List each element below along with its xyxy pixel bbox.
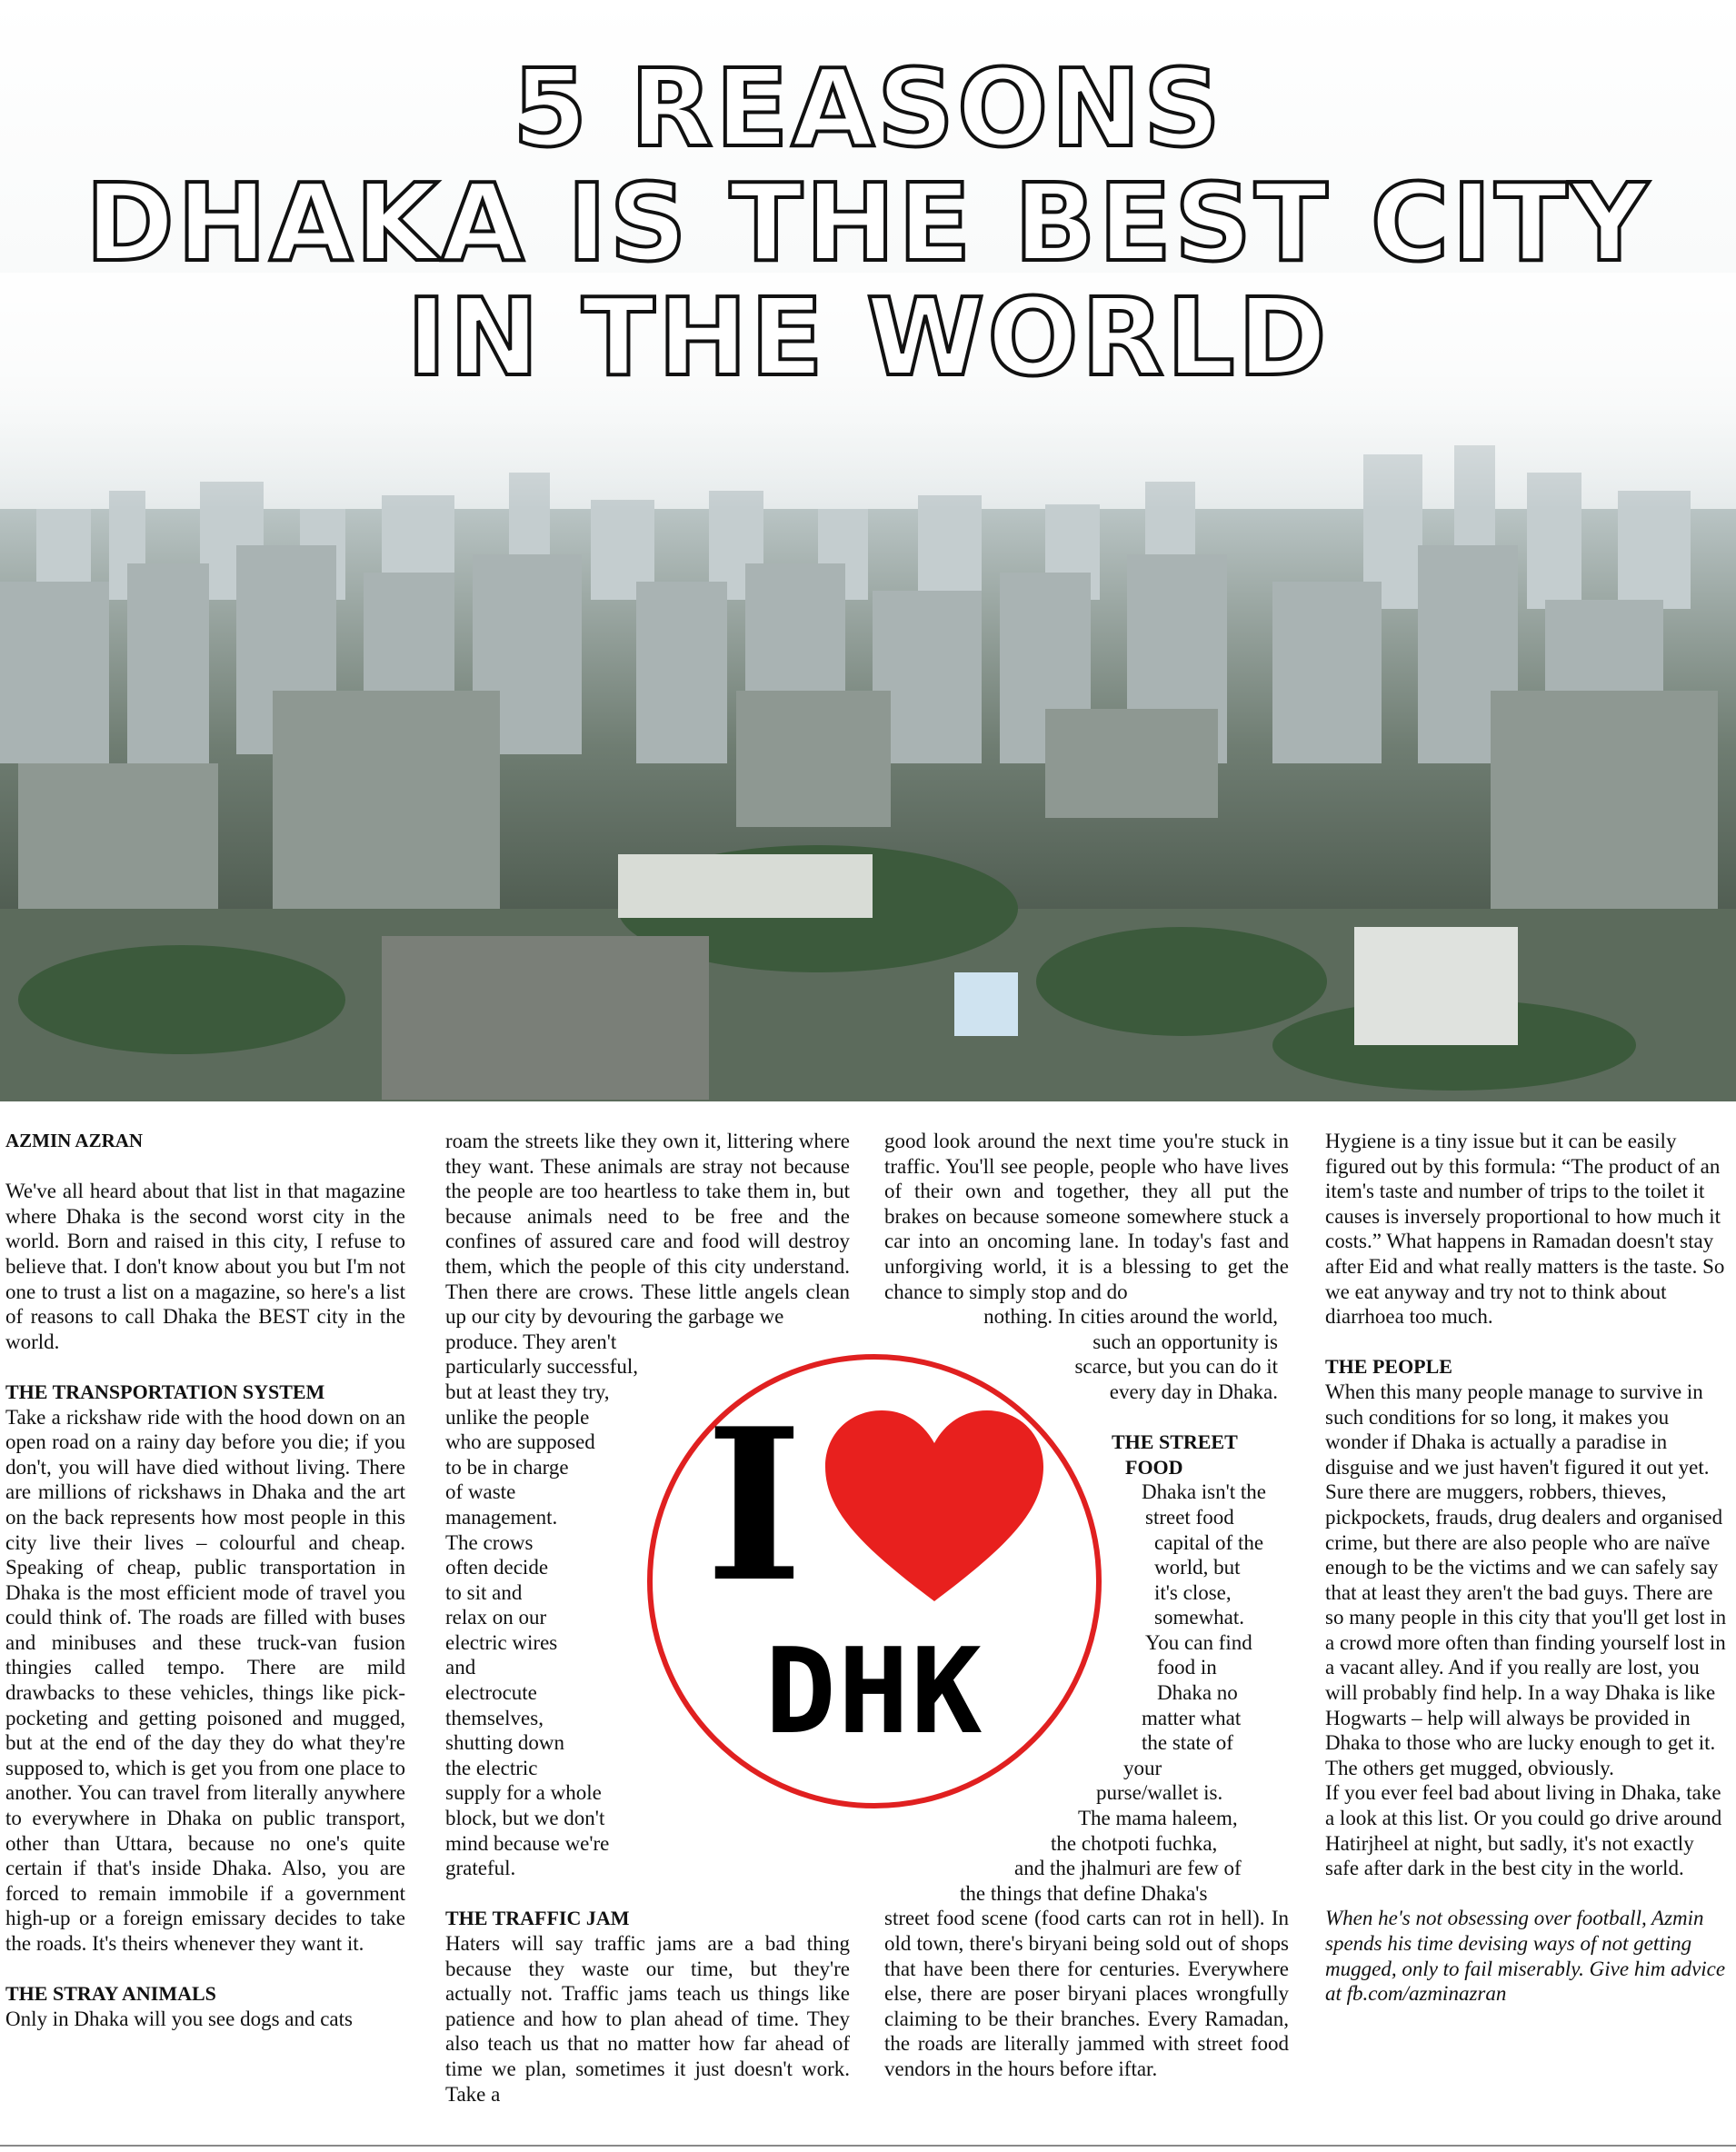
section-heading-people: THE PEOPLE [1325, 1355, 1452, 1379]
wrapped-line: management. [445, 1505, 558, 1529]
wrapped-line: street food [1145, 1505, 1234, 1529]
i-love-dhk-badge [647, 1354, 1102, 1808]
headline-line-2: DHAKA IS THE BEST CITY [85, 160, 1651, 285]
wrapped-line: block, but we don't [445, 1807, 605, 1830]
wrapped-line: produce. They aren't [445, 1330, 617, 1353]
wrapped-line: every day in Dhaka. [1109, 1380, 1278, 1403]
wrapped-line: such an opportunity is [1092, 1330, 1278, 1353]
wrapped-line: The crows [445, 1530, 534, 1554]
wrapped-line: supply for a whole [445, 1781, 602, 1805]
wrapped-line: but at least they try, [445, 1380, 610, 1403]
bottom-rule [0, 2145, 1736, 2147]
wrapped-line: the things that define Dhaka's [960, 1881, 1208, 1905]
section-heading-transportation: THE TRANSPORTATION SYSTEM [5, 1380, 325, 1403]
stray-animals-paragraph-start: Only in Dhaka will you see dogs and cats [5, 2007, 353, 2030]
wrapped-line: somewhat. [1154, 1606, 1245, 1629]
column-1 [5, 1129, 405, 2031]
wrapped-line: Dhaka no [1157, 1681, 1238, 1705]
traffic-jam-paragraph-continued: good look around the next time you're stuck in traffic. You'll see people, people who have lives of their own and together, they all put the brakes on because someone somewhere stuck a car into an oncoming lane. In today's fast and unforgiving world, it is a blessing to get the chance to simply stop and do [884, 1130, 1289, 1303]
wrapped-line: your [1123, 1756, 1162, 1779]
wrapped-line: purse/wallet is. [1096, 1781, 1223, 1805]
wrapped-line: often decide [445, 1556, 549, 1579]
wrapped-line: matter what [1142, 1706, 1242, 1729]
heart-icon [825, 1410, 1043, 1610]
author-bio: When he's not obsessing over football, Azmin spends his time devising ways of not getting mugged, only to fail miserably. Give him advice at fb.com/azminazran [1325, 1907, 1726, 2006]
transportation-paragraph: Take a rickshaw ride with the hood down on an open road on a rainy day before you die; if you don't, you will have died without living. There are millions of rickshaws in Dhaka and the art on the back represents how most people in this city live their lives – colourful and cheap. Speaking of cheap, public transportation in Dhaka is the most efficient mode of travel you could think of. The roads are filled with buses and minibuses and these truck-van fusion thingies called tempo. There are mild drawbacks to these vehicles, things like pick-pocketing and getting poisoned and mugged, but at the end of the day they do what they're supposed to, which is get you from one place to another. You can travel from literally anywhere to everywhere in Dhaka on public transport, other than Uttara, because no one's quite certain if that's inside Dhaka. Also, you are forced to remain immobile if a government high-up or a foreign emissary decides to take the roads. It's theirs whenever they want it. [5, 1405, 405, 1955]
wrapped-line: capital of the [1154, 1530, 1264, 1554]
wrapped-line: it's close, [1154, 1580, 1232, 1604]
street-food-paragraph-continued: Hygiene is a tiny issue but it can be easily figured out by this formula: “The product of an item's taste and number of trips to the toilet it causes is inversely proportional to how much it costs.” What happens in Ramadan doesn't stay after Eid and what really matters is the taste. So we eat anyway and try not to think about diarrhoea too much. [1325, 1130, 1725, 1329]
badge-city-code: DHK [764, 1622, 984, 1760]
badge-letter-i: I [705, 1383, 803, 1629]
wrapped-line: You can find [1145, 1630, 1252, 1654]
section-heading-traffic-jam: THE TRAFFIC JAM [445, 1907, 630, 1930]
section-heading-stray-animals: THE STRAY ANIMALS [5, 1982, 216, 2006]
headline [0, 45, 1736, 400]
wrapped-line: the electric [445, 1756, 538, 1779]
wrapped-line: Dhaka isn't the [1142, 1480, 1267, 1504]
wrapped-line: mind because we're [445, 1831, 610, 1855]
people-paragraph: When this many people manage to survive in such conditions for so long, it makes you wonder if Dhaka is actually a paradise in disguise and we just haven't figured it out yet. Sure there are muggers, robbers, thieves, pickpockets, frauds, drug dealers and organised crime, but there are also people who are naïve enough to be the victims and we can safely say that at least they aren't the bad guys. There are so many people in this city that you'll get lost in a crowd more often than finding yourself lost in a vacant alley. And if you really are lost, you will probably find help. In a way Dhaka is like Hogwarts – help will always be provided in Dhaka to those who are lucky enough to get it. The others get mugged, obviously. [1325, 1380, 1727, 1779]
wrapped-line: shutting down [445, 1731, 564, 1755]
street-food-title-line-1: THE STREET [1112, 1430, 1238, 1454]
wrapped-line: to be in charge [445, 1455, 569, 1479]
wrapped-line: particularly successful, [445, 1355, 639, 1379]
headline-line-3: IN THE WORLD [406, 274, 1330, 400]
wrapped-line: electrocute [445, 1681, 537, 1705]
wrapped-line: the state of [1142, 1731, 1233, 1755]
wrapped-line: and the jhalmuri are few of [1014, 1857, 1242, 1880]
wrapped-line: of waste [445, 1480, 516, 1504]
wrapped-line: who are supposed [445, 1430, 595, 1454]
stray-animals-paragraph: roam the streets like they own it, littering where they want. These animals are stray not because the people are too heartless to take them in, but because animals need to be free and the confines of assured care and food will destroy them, which the people of this city understand. Then there are crows. These little angels clean up our city by devouring the garbage we [445, 1130, 850, 1329]
headline-line-1: 5 REASONS [512, 45, 1223, 171]
wrapped-line: and [445, 1656, 476, 1679]
traffic-jam-paragraph: Haters will say traffic jams are a bad thing because they waste our time, but they're actually not. Traffic jams teach us things like patience and how to plan ahead of time. They also teach us that no matter how far ahead of time we plan, sometimes it just doesn't work. Take a [445, 1932, 850, 2106]
wrapped-line: to sit and [445, 1580, 523, 1604]
wrapped-line: grateful. [445, 1857, 516, 1880]
intro-paragraph: We've all heard about that list in that magazine where Dhaka is the second worst city in the world. Born and raised in this city, I refuse to believe that. I don't know about you but I'm not one to trust a list on a magazine, so here's a list of reasons to call Dhaka the BEST city in the world. [5, 1180, 405, 1353]
wrapped-line: unlike the people [445, 1405, 590, 1429]
column-4 [1325, 1129, 1730, 2007]
people-paragraph-closing: If you ever feel bad about living in Dhaka, take a look at this list. Or you could go drive around Hatirjheel at night, but sadly, it's not exactly safe after dark in the best city in the world. [1325, 1781, 1722, 1880]
wrapped-line: themselves, [445, 1706, 544, 1729]
wrapped-line: relax on our [445, 1606, 547, 1629]
wrapped-line: The mama haleem, [1078, 1807, 1238, 1830]
wrapped-line: scarce, but you can do it [1074, 1355, 1278, 1379]
byline: AZMIN AZRAN [5, 1130, 144, 1151]
wrapped-line: food in [1157, 1656, 1217, 1679]
street-food-title-line-2: FOOD [1125, 1455, 1183, 1479]
wrapped-line: nothing. In cities around the world, [983, 1305, 1278, 1329]
street-food-paragraph: street food scene (food carts can rot in hell). In old town, there's biryani being sold out of shops that have been there for centuries. Everywhere else, there are poser biryani places wrongfully claiming to be their branches. Every Ramadan, the roads are literally jammed with street food vendors in the hours before iftar. [884, 1907, 1289, 2080]
wrapped-line: world, but [1154, 1556, 1241, 1579]
wrapped-line: electric wires [445, 1630, 558, 1654]
wrapped-line: the chotpoti fuchka, [1051, 1831, 1218, 1855]
